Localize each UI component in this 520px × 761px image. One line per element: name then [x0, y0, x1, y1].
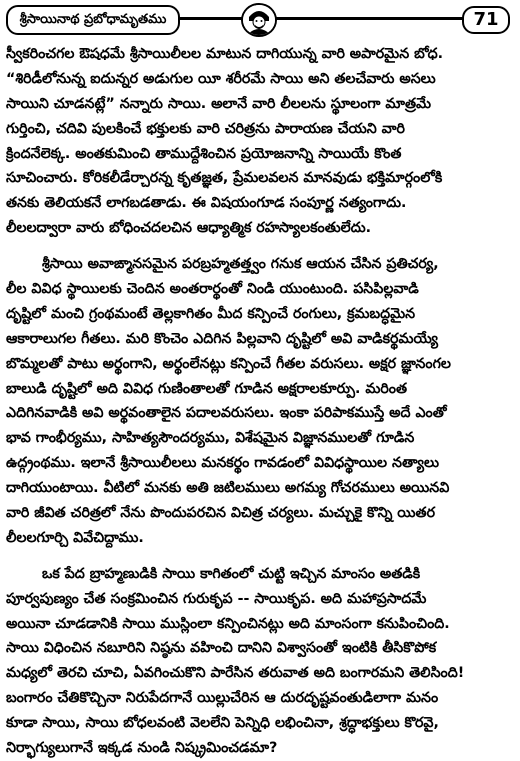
- text-line: గుర్తించి, చదివి పులకించే భక్తులకు వారి చరిత్రను పారాయణ చేయని వారి: [6, 120, 405, 137]
- text-line: లీల వివిధ స్థాయిలకు చెందిన అంతరార్థంతో నిండి యుంటుంది. పసిపిల్లవాడి: [6, 281, 419, 298]
- sai-baba-portrait-icon: [241, 3, 277, 37]
- text-line: తనకు తెలియకనే లాగబడతాడు. ఈ విషయంగూడ సంపూర్ణ నత్యంగాదు.: [6, 195, 407, 212]
- text-line: బొమ్మలతో పాటు అర్థంగాని, అర్థంలేనట్లు కన్పించే గీతల వరుసలు. అక్షర జ్ఞానంగల: [6, 355, 451, 372]
- book-title: శ్రీసాయినాథ ప్రబోధామృతము: [6, 5, 180, 35]
- text-line: నిర్భాగ్యులుగానే ఇక్కడ నుండి నిష్క్రమించడమా?: [6, 740, 278, 757]
- text-line: లీలలద్వారా వారు బోధించదలచిన ఆధ్యాత్మిక రహస్యాలకంతులేదు.: [6, 220, 372, 237]
- text-line: సాయి విధించిన నబూరిని నిష్ఠను వహించి దానిని విశ్వాసంతో ఇంటికి తీసికొపోక: [6, 640, 437, 657]
- text-line: లీలలగూర్చి వివేచిద్దాము.: [6, 529, 144, 546]
- paragraph: [6, 252, 514, 551]
- text-line: అయినా చూడడానికి సాయి ముస్లింలా కన్పించినట్లు అది మాంసంగా కనుపించింది.: [6, 615, 450, 632]
- text-line: మధ్యలో తెరచి చూచి, ఏవగించుకొని పారేసిన తరువాత అది బంగారమని తెలిసింది!: [6, 665, 465, 682]
- text-line: పూర్వపుణ్యం చేత సంక్రమించిన గురుకృప -- సాయికృప. అది మహాప్రసాదమే: [6, 590, 427, 607]
- text-line: స్వీకరించగల ఔషధమే శ్రీసాయిలీలల మాటున దాగియున్న వారి అపారమైన బోధ.: [6, 46, 443, 62]
- paragraph: [6, 42, 514, 241]
- text-line: భావ గాంభీర్యము, సాహిత్యసౌందర్యము, విశేషమైన విజ్ఞానములతో గూడిన: [6, 430, 415, 447]
- text-line: బాలుడి దృష్టిలో అది వివిధ గుణింతాలతో గూడిన అక్షరాలకూర్పు. మరింత: [6, 380, 408, 397]
- text-line: వారి జీవిత చరిత్రలో నేను పొందుపరచిన విచిత్ర చర్యలు. మచ్చుకై కొన్ని యితర: [6, 505, 436, 522]
- page-header: [0, 2, 520, 36]
- text-line: ఒక పేద బ్రాహ్మణుడికి సాయి కాగితంలో చుట్టి ఇచ్చిన మాంసం అతడికి: [42, 565, 421, 582]
- page-body: [6, 42, 514, 761]
- text-line: కూడా సాయి, సాయి బోధలవంటి వెలలేని పెన్నిధి లభించినా, శ్రద్ధాభక్తులు కొరవై,: [6, 715, 439, 732]
- text-line: ఆకారాలుగల గీతలు. మరి కొంచెం ఎదిగిన పిల్లవాని దృష్టిలో అవి వాడికర్థమయ్యే: [6, 330, 439, 347]
- text-line: సూచించారు. కోరికలీడేర్చారన్న కృతజ్ఞత, ప్రేమలవలన మానవుడు భక్తిమార్గంలోకి: [6, 170, 443, 187]
- text-line: “శిరిడీలోనున్న ఐదున్నర అడుగుల యీ శరీరమే సాయి అని తలచేవారు అసలు: [6, 70, 436, 87]
- text-line: శ్రీసాయి అవాఙ్మానసమైన పరబ్రహ్మతత్త్వం గనుక ఆయన చేసిన ప్రతిచర్య,: [42, 256, 439, 273]
- text-line: క్రిందనేలెక్క. అంతకుమించి తాముద్దేశించిన ప్రయోజనాన్ని సాయియే కొంత: [6, 145, 402, 162]
- paragraph: [6, 562, 514, 761]
- text-line: దాగియుంటాయి. వీటిలో మనకు అతి జటిలములు అగమ్య గోచరములు అయినవి: [6, 480, 450, 497]
- text-line: బంగారం చేతికొచ్చినా నిరుపేదగానే యిల్లుచేరిన ఆ దురదృష్టవంతుడిలాగా మనం: [6, 690, 439, 707]
- text-line: ఎదిగినవాడికి అవి అర్థవంతాలైన పదాలవరుసలు. ఇంకా పరిపాకముస్తే అదే ఎంతో: [6, 405, 447, 422]
- page-number: 71: [462, 6, 510, 34]
- text-line: సాయిని చూడనట్లే” నన్నారు సాయి. అలానే వారి లీలలను స్థూలంగా మాత్రమే: [6, 95, 432, 112]
- text-line: దృష్టిలో మంచి గ్రంథమంటే తెల్లకాగితం మీద కన్పించే రంగులు, క్రమబద్ధమైన: [6, 305, 416, 322]
- text-line: ఉద్గ్రంథము. ఇలానే శ్రీసాయిలీలలు మనకర్థం గావడంలో వివిధస్థాయిల నత్యాలు: [6, 455, 439, 472]
